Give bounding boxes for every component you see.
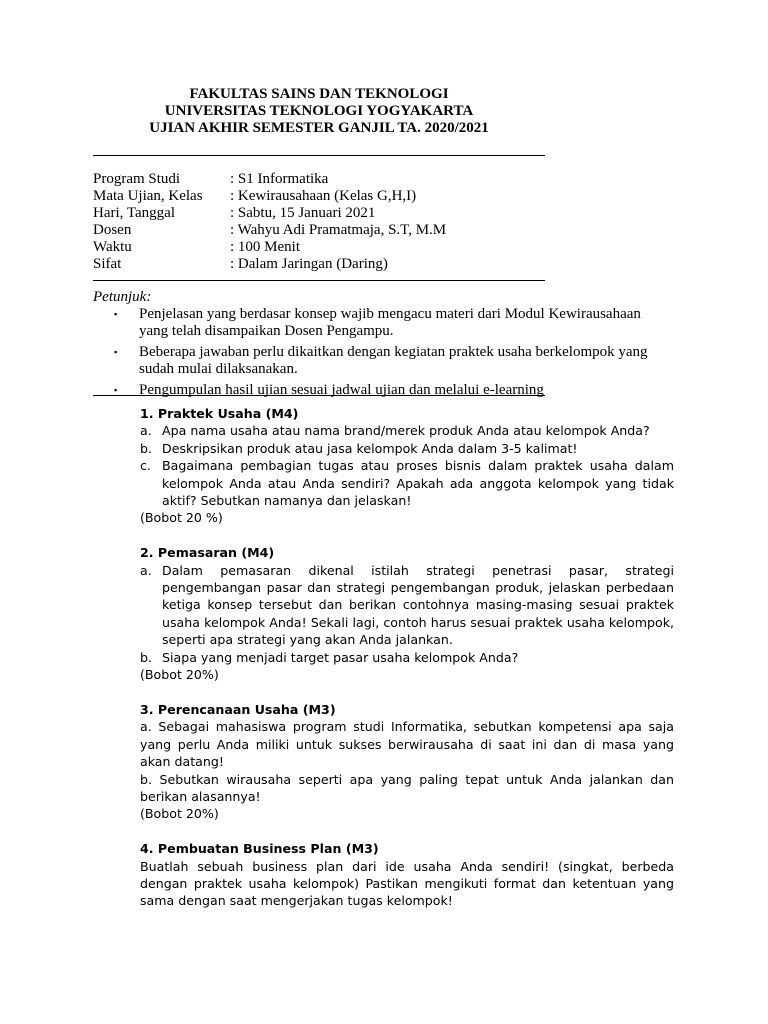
info-row-course: [93, 188, 446, 205]
instruction-text: Beberapa jawaban perlu dikaitkan dengan kegiatan praktek usaha berkelompok yang sudah mulai dilaksanakan.: [139, 344, 648, 377]
item-text: Bagaimana pembagian tugas atau proses bisnis dalam praktek usaha dalam kelompok Anda atau Anda sendiri? Apakah ada anggota kelompok yang tidak aktif? Sebutkan namanya dan jelaskan!: [162, 458, 674, 509]
list-item: [93, 382, 673, 399]
question-1c: [140, 457, 674, 509]
divider-middle: [93, 280, 545, 281]
info-value: : Sabtu, 15 Januari 2021: [230, 205, 376, 221]
list-item: [93, 344, 673, 378]
question-3a: a. Sebagai mahasiswa program studi Informatika, sebutkan kompetensi apa saja yang perlu Anda miliki untuk sukses berwirausaha di saat ini dan di masa yang akan datang!: [140, 719, 674, 770]
info-row-time: [93, 239, 446, 256]
item-letter: b.: [140, 440, 152, 456]
question-2a: [140, 562, 674, 649]
info-row-date: [93, 205, 446, 222]
questions-section: [140, 405, 674, 910]
item-letter: a.: [140, 423, 152, 439]
instruction-text: Pengumpulan hasil ujian sesuai jadwal ujian dan melalui e-learning: [139, 382, 544, 398]
question-2b: [140, 649, 674, 666]
info-label: Sifat: [93, 256, 122, 272]
exam-header: [93, 86, 545, 137]
question-3b: b. Sebutkan wirausaha seperti apa yang paling tepat untuk Anda jalankan dan berikan alasannya!: [140, 771, 674, 804]
instruction-text: Penjelasan yang berdasar konsep wajib mengacu materi dari Modul Kewirausahaan yang telah disampaikan Dosen Pengampu.: [139, 306, 641, 339]
info-value: : 100 Menit: [230, 239, 300, 255]
info-value: : Wahyu Adi Pramatmaja, S.T, M.M: [230, 222, 447, 238]
bullet-square-icon: ▪: [114, 309, 118, 319]
info-value: : Kewirausahaan (Kelas G,H,I): [230, 188, 417, 204]
header-faculty: FAKULTAS SAINS DAN TEKNOLOGI: [189, 86, 449, 102]
info-label: Waktu: [93, 239, 132, 255]
info-value: : Dalam Jaringan (Daring): [230, 256, 388, 272]
list-item: [93, 306, 673, 340]
question-4-title: 4. Pembuatan Business Plan (M3): [140, 841, 379, 857]
info-row-lecturer: [93, 222, 446, 239]
info-value: : S1 Informatika: [230, 171, 329, 187]
bullet-square-icon: ▪: [114, 385, 118, 395]
question-3-weight: (Bobot 20%): [140, 806, 219, 822]
item-letter: b.: [140, 649, 152, 665]
question-1a: [140, 422, 674, 439]
divider-top: [93, 155, 545, 156]
item-text: Apa nama usaha atau nama brand/merek produk Anda atau kelompok Anda?: [162, 423, 650, 439]
info-label: Program Studi: [93, 171, 181, 187]
divider-bottom: [93, 395, 545, 396]
info-label: Mata Ujian, Kelas: [93, 188, 203, 204]
question-2-title: 2. Pemasaran (M4): [140, 545, 275, 561]
item-text: Dalam pemasaran dikenal istilah strategi penetrasi pasar, strategi pengembangan pasar dan strategi pengembangan produk, jelaskan perbedaan ketiga konsep tersebut dan berikan contohnya masing-masing sesuai praktek usaha kelompok Anda! Sekali lagi, contoh harus sesuai praktek usaha kelompok, seperti apa strategi yang akan Anda jalankan.: [162, 562, 674, 648]
question-1-weight: (Bobot 20 %): [140, 510, 223, 526]
exam-info-table: [93, 171, 446, 273]
item-text: Siapa yang menjadi target pasar usaha kelompok Anda?: [162, 649, 519, 665]
header-exam-title: UJIAN AKHIR SEMESTER GANJIL TA. 2020/2021: [149, 120, 489, 136]
instructions-label: Petunjuk:: [93, 289, 152, 305]
question-4-text: Buatlah sebuah business plan dari ide usaha Anda sendiri! (singkat, berbeda dengan praktek usaha kelompok) Pastikan mengikuti format dan ketentuan yang sama dengan saat mengerjakan tugas kelompok!: [140, 858, 674, 909]
item-letter: c.: [140, 458, 151, 474]
info-row-program: [93, 171, 446, 188]
question-3-title: 3. Perencanaan Usaha (M3): [140, 701, 336, 717]
instructions-list: [93, 306, 673, 403]
question-1b: [140, 440, 674, 457]
bullet-square-icon: ▪: [114, 347, 118, 357]
item-text: Deskripsikan produk atau jasa kelompok Anda dalam 3-5 kalimat!: [162, 440, 578, 456]
info-label: Dosen: [93, 222, 132, 238]
info-label: Hari, Tanggal: [93, 205, 175, 221]
info-row-mode: [93, 256, 446, 273]
question-2-weight: (Bobot 20%): [140, 667, 219, 683]
item-letter: a.: [140, 562, 152, 578]
header-university: UNIVERSITAS TEKNOLOGI YOGYAKARTA: [164, 103, 474, 119]
question-1-title: 1. Praktek Usaha (M4): [140, 406, 299, 421]
